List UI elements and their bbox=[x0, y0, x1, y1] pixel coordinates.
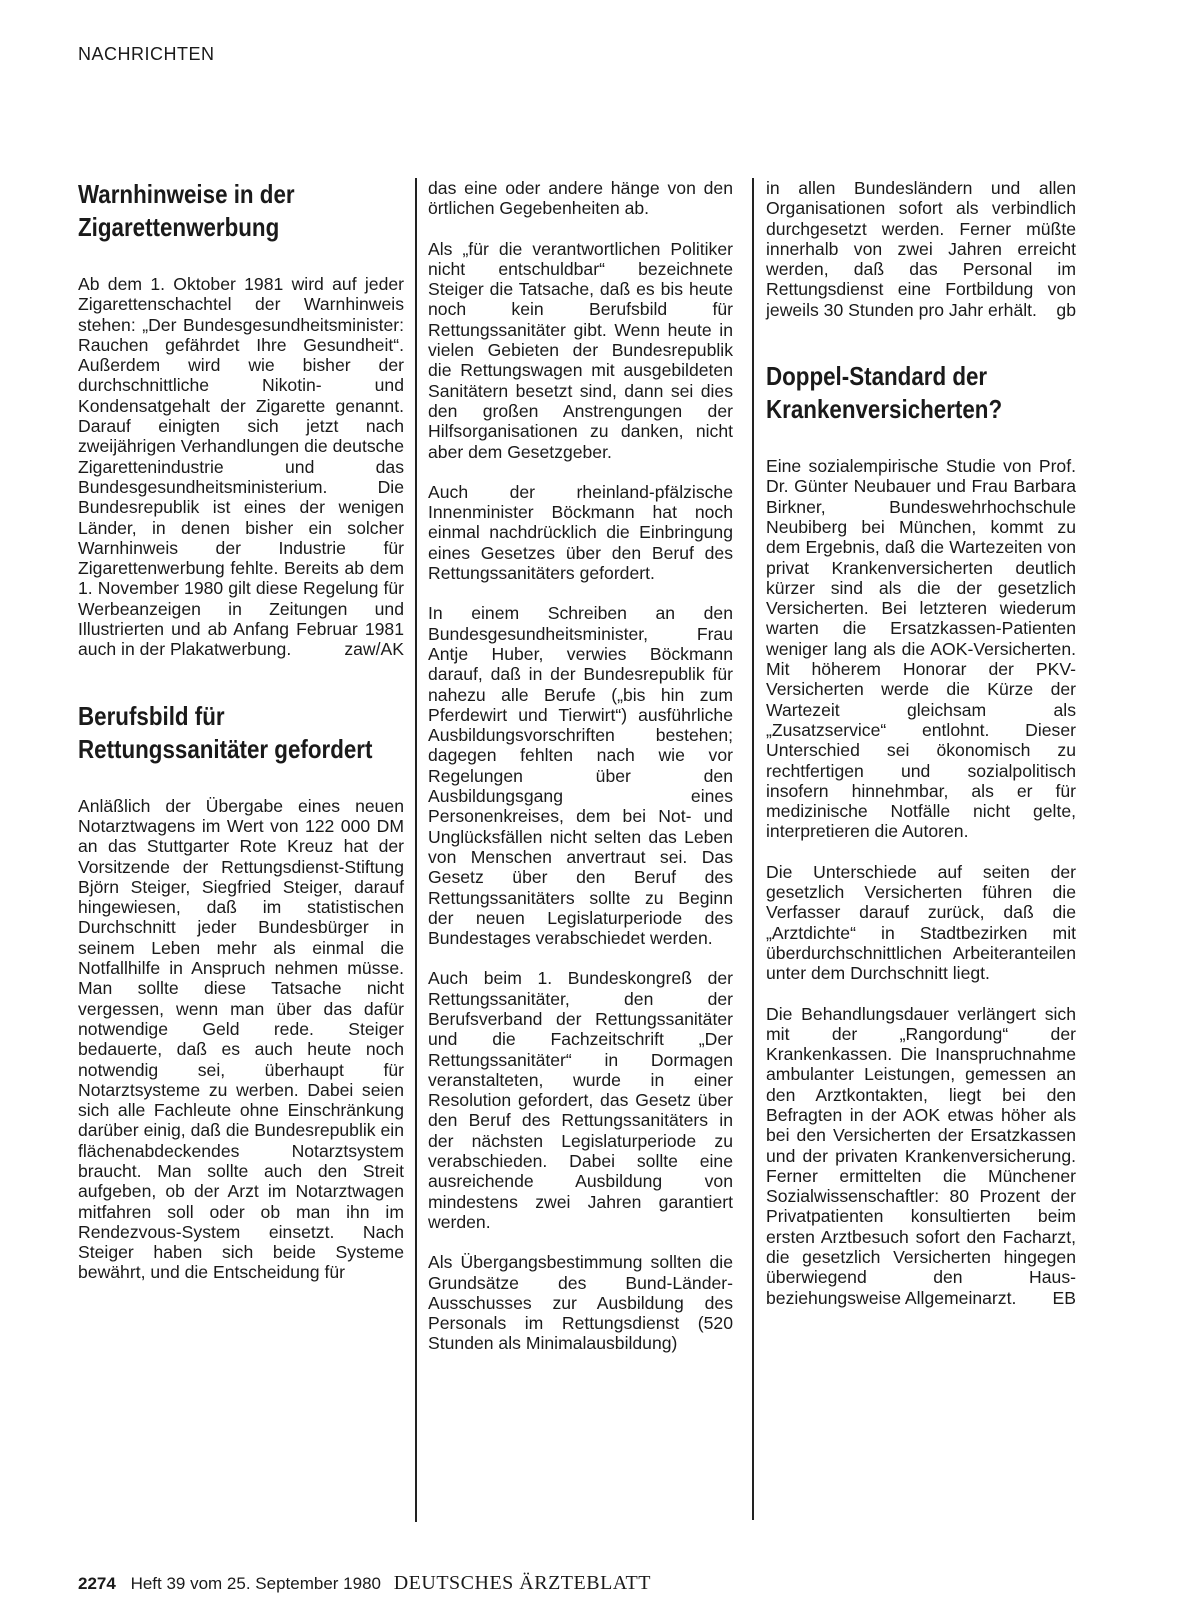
column-divider bbox=[752, 178, 754, 1520]
article-paragraph: in allen Bundesländern und allen Organisationen sofort als verbindlich durchgesetzt werden. Ferner müßte innerhalb von zwei Jahren erreicht werden, daß das Personal im Rettungsdienst eine Fortbildung von jeweils 30 Stunden pro Jahr erhält. gb bbox=[766, 178, 1076, 320]
article-paragraph: Eine sozialempirische Studie von Prof. Dr. Günter Neubauer und Frau Barbara Birkner, Bundeswehrhochschule Neubiberg bei München, kommt zu dem Ergebnis, daß die Wartezeiten von privat Krankenversicherten deutlich kürzer sind als die der gesetzlich Versicherten. Bei letzteren wiederum warten die Ersatzkassen-Patienten weniger lang als die AOK-Versicherten. Mit höherem Honorar der PKV-Versicherten werde die Kürze der Wartezeit gleichsam als „Zusatzservice“ entlohnt. Dieser Unterschied sei ökonomisch zu rechtfertigen und sozialpolitisch insofern hinnehmbar, als er für medizinische Notfälle nicht gelte, interpretieren die Autoren. bbox=[766, 456, 1076, 842]
page-footer bbox=[78, 1572, 651, 1595]
journal-name: DEUTSCHES ÄRZTEBLATT bbox=[393, 1572, 651, 1594]
author-signature: gb bbox=[1056, 299, 1076, 320]
article-paragraph: Anläßlich der Übergabe eines neuen Notarztwagens im Wert von 122 000 DM an das Stuttgarter Rote Kreuz hat der Vorsitzende der Rettungsdienst-Stiftung Björn Steiger, Siegfried Steiger, darauf hingewiesen, daß im statistischen Durchschnitt jeder Bundesbürger in seinem Leben mehr als einmal die Notfallhilfe in Anspruch nehmen müsse. Man sollte diese Tatsache nicht vergessen, wenn man über das dafür notwendige Geld rede. Steiger bedauerte, daß es auch heute noch notwendig sei, überhaupt für Notarztsysteme zu werben. Dabei seien sich alle Fachleute ohne Einschränkung darüber einig, daß die Bundesrepublik ein flächenabdeckendes Notarztsystem braucht. Man sollte auch den Streit aufgeben, ob der Arzt im Notarztwagen mitfahren soll oder ob man ihn im Rendezvous-System einsetzt. Nach Steiger haben sich beide Systeme bewährt, und die Entscheidung für bbox=[78, 795, 404, 1283]
article-paragraph: Als „für die verantwortlichen Politiker nicht entschuldbar“ bezeichnete Steiger die Tatsache, daß es bis heute noch kein Berufsbild für Rettungssanitäter gibt. Wenn heute in vielen Gebieten der Bundesrepublik die Rettungswagen mit ausgebildeten Sanitätern besetzt sind, dann sei dies den großen Anstrengungen der Hilfsorganisationen zu danken, nicht aber dem Gesetzgeber. bbox=[428, 238, 733, 462]
author-signature: EB bbox=[1052, 1287, 1076, 1308]
article-paragraph: In einem Schreiben an den Bundesgesundheitsminister, Frau Antje Huber, verwies Böckmann darauf, daß in der Bundesrepublik für nahezu alle Berufe („bis hin zum Pferdewirt und Tierwirt“) ausführliche Ausbildungsvorschriften bestehen; dagegen fehlten nach wie vor Regelungen über den Ausbildungsgang eines Personenkreises, dem bei Not- und Unglücksfällen nicht selten das Leben von Menschen anvertraut sei. Das Gesetz über den Beruf des Rettungssanitäters sollte zu Beginn der neuen Legislaturperiode des Bundestages verabschiedet werden. bbox=[428, 603, 733, 949]
article-title: Berufsbild für Rettungssanitäter gefordert bbox=[78, 700, 373, 764]
article-paragraph: Auch der rheinland-pfälzische Innenminister Böckmann hat noch einmal nachdrücklich die Einbringung eines Gesetzes über den Beruf des Rettungssanitäters gefordert. bbox=[428, 481, 733, 584]
issue-info: Heft 39 vom 25. September 1980 bbox=[130, 1574, 381, 1593]
column-2 bbox=[428, 178, 733, 1354]
article-title: Doppel-Standard der Krankenversicherten? bbox=[766, 361, 1003, 425]
section-label: NACHRICHTEN bbox=[78, 44, 215, 64]
article-paragraph: Auch beim 1. Bundeskongreß der Rettungssanitäter, den der Berufsverband der Rettungssanitäter und die Fachzeitschrift „Der Rettungssanitäter“ in Dormagen veranstalteten, wurde in einer Resolution gefordert, das Gesetz über den Beruf des Rettungssanitäters in der nächsten Legislaturperiode zu verabschieden. Dabei sollte eine ausreichende Ausbildung von mindestens zwei Jahren garantiert werden. bbox=[428, 968, 733, 1232]
column-divider bbox=[415, 178, 417, 1522]
column-3 bbox=[766, 178, 1076, 1308]
author-signature: zaw/AK bbox=[344, 639, 404, 660]
article-paragraph: Ab dem 1. Oktober 1981 wird auf jeder Zigarettenschachtel der Warnhinweis stehen: „Der Bundesgesundheitsminister: Rauchen gefährdet Ihre Gesundheit“. Außerdem wird wie bisher der durchschnittliche Nikotin- und Kondensatgehalt der Zigarette genannt. Darauf einigten sich jetzt nach zweijährigen Verhandlungen die deutsche Zigarettenindustrie und das Bundesgesundheitsministerium. Die Bundesrepublik ist eines der wenigen Länder, in denen bisher ein solcher Warnhinweis der Industrie für Zigarettenwerbung fehlte. Bereits ab dem 1. November 1980 gilt diese Regelung für Werbeanzeigen in Zeitungen und Illustrierten und ab Anfang Februar 1981 auch in der Plakatwerbung. zaw/AK bbox=[78, 274, 404, 660]
article-paragraph: das eine oder andere hänge von den örtlichen Gegebenheiten ab. bbox=[428, 178, 733, 219]
article-title: Warnhinweise in der Zigarettenwerbung bbox=[78, 179, 295, 242]
article-paragraph: Die Unterschiede auf seiten der gesetzlich Versicherten führen die Verfasser darauf zurück, daß die „Arztdichte“ in Stadtbezirken mit überdurchschnittlichen Arbeiteranteilen unter dem Durchschnitt liegt. bbox=[766, 861, 1076, 984]
column-1 bbox=[78, 178, 404, 1283]
page-number: 2274 bbox=[78, 1574, 116, 1593]
article-paragraph: Als Übergangsbestimmung sollten die Grundsätze des Bund-Länder-Ausschusses zur Ausbildung des Personals im Rettungsdienst (520 Stunden als Minimalausbildung) bbox=[428, 1252, 733, 1354]
article-paragraph: Die Behandlungsdauer verlängert sich mit der „Rangordung“ der Krankenkassen. Die Inanspruchnahme ambulanter Leistungen, gemessen an den Arztkontakten, liegt bei den Befragten in der AOK etwas höher als bei den Versicherten der Ersatzkassen und der privaten Krankenversicherung. Ferner ermittelten die Münchener Sozialwissenschaftler: 80 Prozent der Privatpatienten konsultierten beim ersten Arztbesuch sofort den Facharzt, die gesetzlich Versicherten hingegen überwiegend den Haus- beziehungsweise Allgemeinarzt. EB bbox=[766, 1003, 1076, 1308]
